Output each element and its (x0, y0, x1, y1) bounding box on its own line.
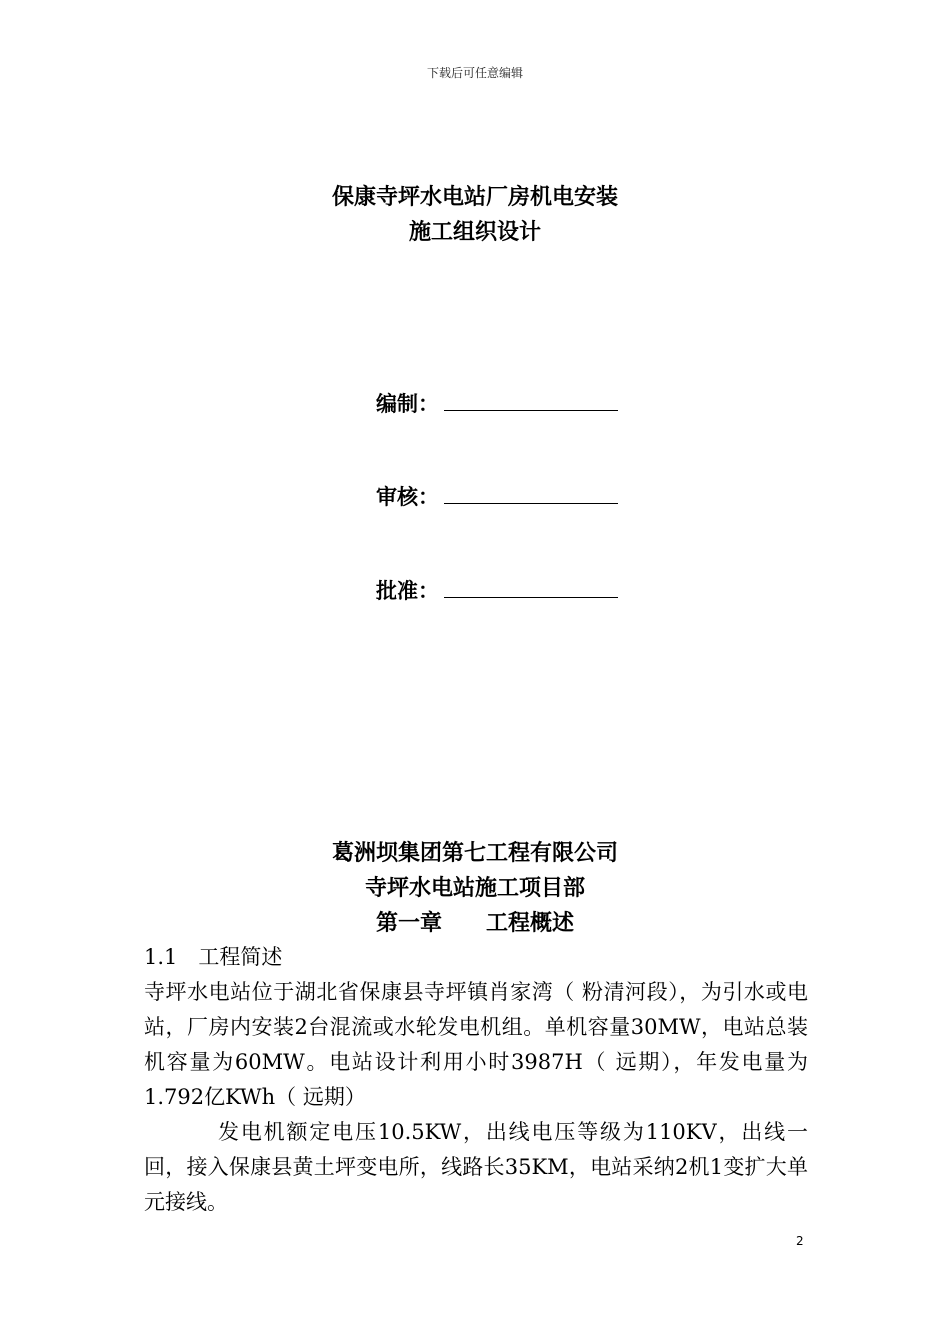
section-body (144, 940, 808, 1220)
reviewer-signature-line (444, 503, 618, 504)
compiler-label: 编制： (376, 392, 439, 416)
approver-signature-line (444, 597, 618, 598)
company-name: 葛洲坝集团第七工程有限公司 (331, 841, 618, 866)
compiler-signature-line (444, 410, 618, 411)
chapter-heading: 第一章 工程概述 (375, 911, 574, 936)
section-heading: 1.1 工程简述 (144, 945, 283, 969)
paragraph: 寺坪水电站位于湖北省保康县寺坪镇肖家湾（ 粉清河段），为引水或电站，厂房内安装2台混流或水轮发电机组。单机容量30MW，电站总装机容量为60MW。电站设计利用小时3987H（ 远期），年发电量为1.792亿KWh（ 远期） (144, 980, 808, 1109)
document-title-line2: 施工组织设计 (408, 220, 541, 245)
page-header-note: 下载后可任意编辑 (426, 66, 523, 80)
page-number: 2 (796, 1234, 804, 1248)
approver-label: 批准： (376, 579, 439, 603)
project-department: 寺坪水电站施工项目部 (364, 876, 585, 901)
reviewer-label: 审核： (376, 485, 439, 509)
document-title-line1: 保康寺坪水电站厂房机电安装 (331, 185, 618, 210)
paragraph: 发电机额定电压10.5KW，出线电压等级为110KV，出线一回，接入保康县黄土坪变电所，线路长35KM，电站采纳2机1变扩大单元接线。 (144, 1120, 808, 1214)
